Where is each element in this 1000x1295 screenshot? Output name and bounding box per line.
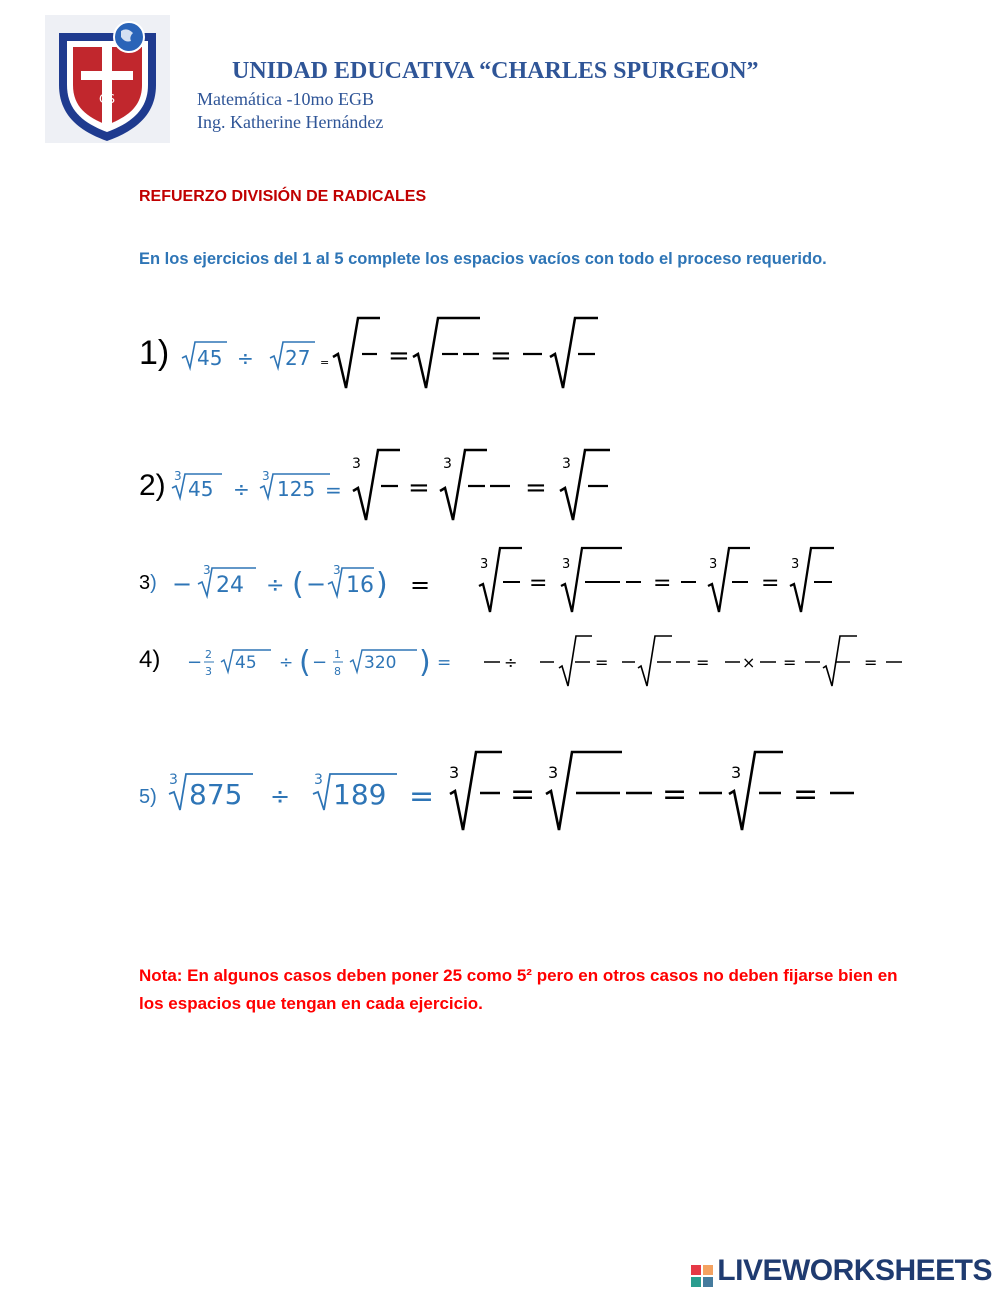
exercise-4-number: 4)	[139, 646, 161, 673]
svg-text:16: 16	[346, 573, 374, 598]
svg-text:÷: ÷	[266, 573, 285, 598]
svg-text:3: 3	[174, 469, 182, 483]
svg-text:3: 3	[562, 557, 571, 572]
exercise-2-blanks[interactable]	[350, 446, 620, 531]
svg-text:3: 3	[791, 557, 800, 572]
svg-text:1: 1	[334, 648, 341, 661]
exercise-5-blanks[interactable]	[446, 746, 866, 841]
svg-text:÷: ÷	[279, 653, 294, 673]
svg-text:45: 45	[197, 346, 223, 370]
exercise-2-expression	[170, 466, 350, 511]
svg-text:3: 3	[562, 456, 571, 472]
svg-text:3: 3	[205, 665, 212, 678]
svg-text:=: =	[761, 571, 780, 596]
svg-text:3: 3	[169, 772, 178, 788]
liveworksheets-brand[interactable]	[691, 1254, 992, 1288]
svg-text:320: 320	[364, 653, 397, 673]
svg-text:=: =	[408, 473, 430, 503]
svg-text:189: 189	[333, 778, 387, 811]
svg-text:(: (	[299, 645, 311, 680]
svg-text:3: 3	[262, 469, 270, 483]
exercise-4-blanks[interactable]	[480, 630, 910, 695]
exercise-3-number: 3)	[139, 572, 157, 594]
svg-text:=: =	[437, 653, 452, 673]
svg-text:÷: ÷	[504, 653, 518, 672]
school-logo	[45, 15, 170, 143]
svg-text:=: =	[410, 571, 431, 599]
exercise-1-blanks[interactable]	[330, 312, 610, 399]
exercise-4-expression	[185, 638, 460, 693]
svg-text:=: =	[325, 478, 342, 502]
svg-text:24: 24	[216, 573, 244, 598]
svg-text:=: =	[783, 653, 797, 672]
svg-text:=: =	[320, 356, 330, 369]
svg-text:27: 27	[285, 346, 311, 370]
exercise-5-expression	[165, 766, 450, 821]
svg-text:×: ×	[742, 653, 756, 672]
note: Nota: En algunos casos deben poner 25 como 5² pero en otros casos no deben fijarse bien en los espacios que tengan en cada ejercicio.	[139, 966, 898, 1013]
svg-text:3: 3	[480, 557, 489, 572]
subject: Matemática -10mo EGB	[197, 89, 374, 109]
instructions: En los ejercicios del 1 al 5 complete los espacios vacíos con todo el proceso requerido.	[139, 250, 827, 268]
svg-text:−: −	[172, 570, 193, 598]
svg-text:3: 3	[449, 763, 460, 782]
liveworksheets-logo-icon	[691, 1261, 713, 1283]
teacher: Ing. Katherine Hernández	[197, 112, 384, 132]
svg-text:2: 2	[205, 648, 212, 661]
svg-text:=: =	[510, 777, 536, 812]
svg-text:=: =	[653, 571, 672, 596]
svg-text:=: =	[793, 777, 819, 812]
svg-text:(: (	[292, 567, 304, 602]
svg-text:−: −	[312, 652, 328, 673]
svg-text:÷: ÷	[233, 477, 250, 501]
svg-text:=: =	[595, 653, 609, 672]
svg-text:3: 3	[443, 456, 452, 472]
svg-text:−: −	[306, 570, 327, 598]
exercise-3-blanks[interactable]	[476, 544, 846, 621]
svg-text:3: 3	[548, 763, 559, 782]
svg-text:45: 45	[235, 653, 257, 673]
svg-text:3: 3	[731, 763, 742, 782]
svg-text:): )	[376, 567, 388, 602]
svg-text:): )	[419, 645, 431, 680]
svg-text:3: 3	[709, 557, 718, 572]
svg-text:=: =	[696, 653, 710, 672]
exercise-2-number: 2)	[139, 469, 166, 502]
brand-text: LIVEWORKSHEETS	[717, 1254, 992, 1287]
svg-text:=: =	[529, 571, 548, 596]
svg-text:45: 45	[188, 477, 214, 501]
svg-text:875: 875	[189, 778, 243, 811]
exercise-5-number: 5)	[139, 786, 157, 808]
logo-letters: CS	[99, 92, 115, 106]
svg-text:=: =	[525, 473, 547, 503]
exercise-3-expression	[170, 560, 440, 610]
exercise-1-number: 1)	[139, 334, 170, 372]
svg-text:=: =	[490, 341, 512, 371]
svg-text:=: =	[388, 341, 410, 371]
exercise-1-expression	[180, 338, 330, 383]
svg-text:8: 8	[334, 665, 341, 678]
svg-text:=: =	[662, 777, 688, 812]
svg-text:=: =	[409, 779, 435, 814]
svg-text:125: 125	[277, 477, 316, 501]
svg-text:÷: ÷	[237, 346, 254, 370]
svg-text:3: 3	[333, 563, 341, 577]
school-name: UNIDAD EDUCATIVA “CHARLES SPURGEON”	[232, 58, 759, 84]
svg-text:=: =	[864, 653, 878, 672]
svg-text:÷: ÷	[270, 782, 291, 810]
svg-text:−: −	[187, 652, 203, 673]
svg-text:3: 3	[203, 563, 211, 577]
worksheet-title: REFUERZO DIVISIÓN DE RADICALES	[139, 188, 427, 205]
svg-text:3: 3	[314, 772, 323, 788]
svg-text:3: 3	[352, 456, 361, 472]
